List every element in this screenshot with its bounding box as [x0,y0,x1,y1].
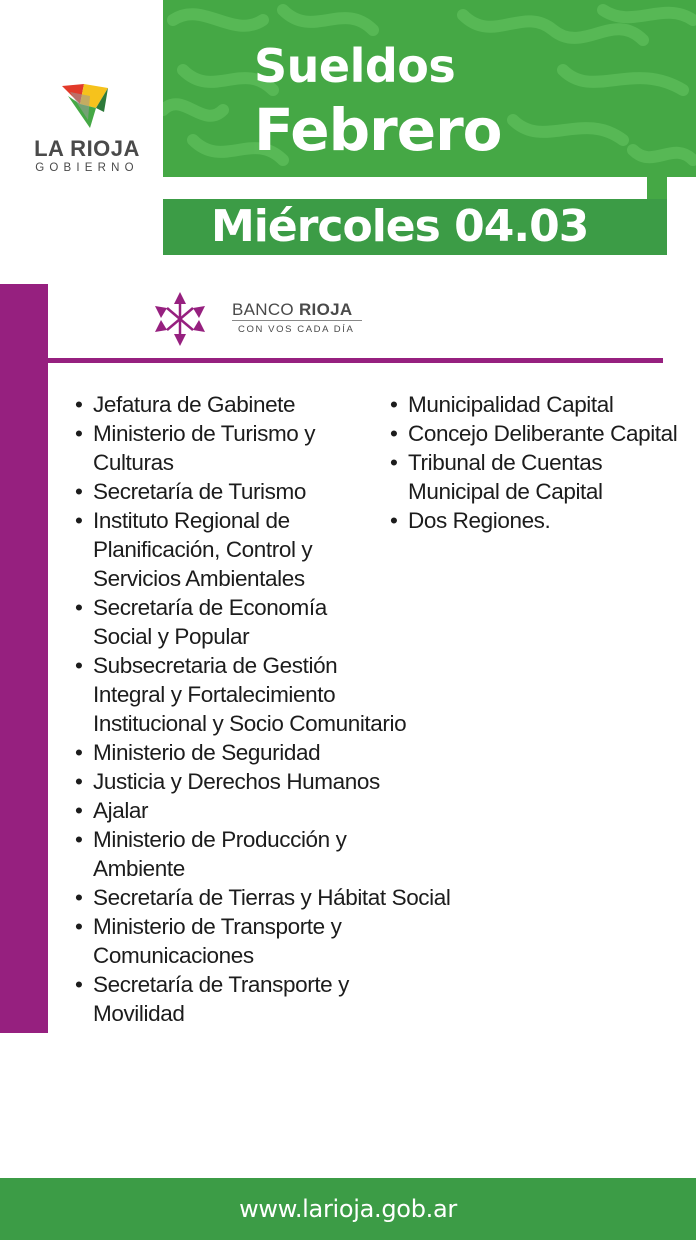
header-edge-accent [647,177,667,199]
header-title-line1: Sueldos [254,39,456,93]
website-link[interactable]: www.larioja.gob.ar [239,1195,457,1223]
organizations-list-right [390,390,690,535]
bank-name-bold: RIOJA [298,300,353,319]
list-item: • Tribunal de Cuentas Municipal de Capital [390,448,628,506]
list-item: • Ministerio de Seguridad [75,738,475,767]
list-item: • Secretaría de Turismo [75,477,475,506]
list-item: • Ministerio de Transporte y Comunicaciones [75,912,363,970]
list-item: • Municipalidad Capital [390,390,690,419]
organization-subtitle: GOBIERNO [35,162,139,174]
banco-rioja-logo-icon [145,284,215,354]
organization-name: LA RIOJA [34,136,140,161]
list-item: • Subsecretaria de Gestión Integral y Fortalecimiento Institucional y Socio Comunitario [75,651,413,738]
la-rioja-logo-icon [60,82,112,132]
header-divider [163,177,647,199]
list-item: • Secretaría de Economía Social y Popular [75,593,333,651]
bank-name-prefix: BANCO [232,300,299,319]
list-item: • Ministerio de Producción y Ambiente [75,825,363,883]
list-item: • Secretaría de Tierras y Hábitat Social [75,883,475,912]
list-item: • Ministerio de Turismo y Culturas [75,419,333,477]
list-item: • Secretaría de Transporte y Movilidad [75,970,363,1028]
bank-name [232,300,352,320]
bank-logo-underline [232,320,362,321]
purple-side-bar [0,284,48,1033]
list-item: • Jefatura de Gabinete [75,390,475,419]
list-item: • Justicia y Derechos Humanos [75,767,475,796]
government-logo [22,78,152,178]
payment-date: Miércoles 04.03 [211,201,589,252]
list-item: • Concejo Deliberante Capital [390,419,690,448]
bank-tagline: CON VOS CADA DÍA [238,324,355,335]
header-title-line2: Febrero [254,96,502,164]
list-item: • Ajalar [75,796,475,825]
list-item: • Dos Regiones. [390,506,690,535]
purple-divider [48,358,663,363]
list-item: • Instituto Regional de Planificación, Control y Servicios Ambientales [75,506,333,593]
